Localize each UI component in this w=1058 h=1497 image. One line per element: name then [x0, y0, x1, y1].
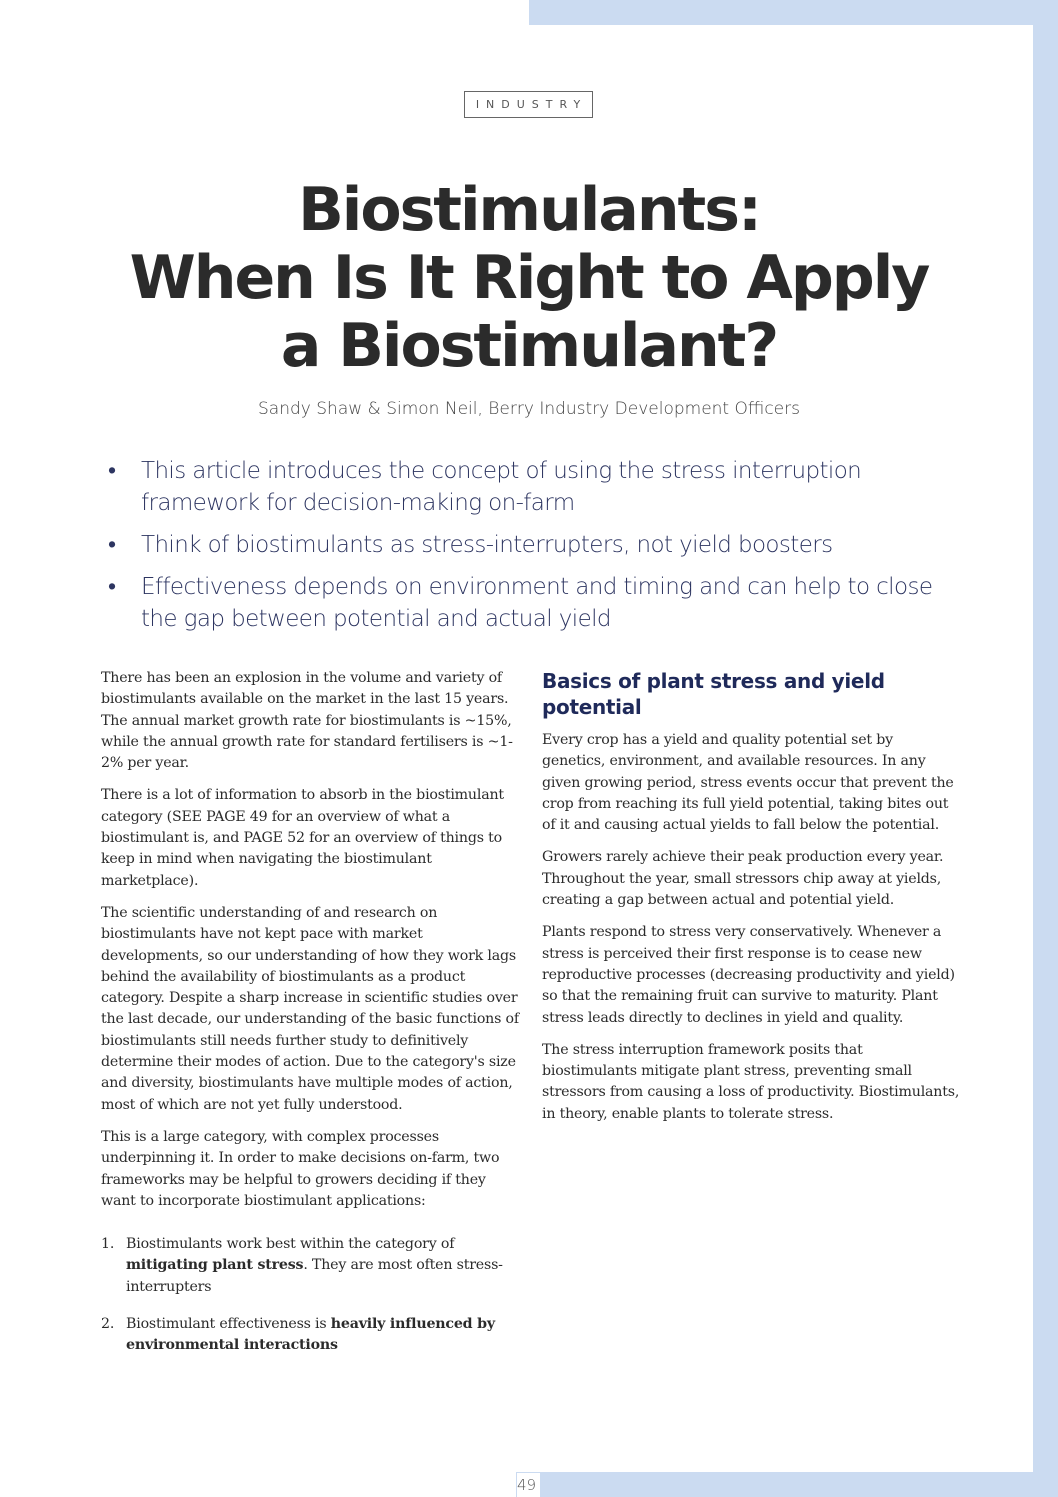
page-number: 49 — [517, 1473, 540, 1497]
section-tag: INDUSTRY — [464, 91, 593, 118]
list-number: 2. — [101, 1316, 115, 1333]
list-text: Biostimulant effectiveness is — [126, 1316, 331, 1333]
left-column — [101, 668, 519, 1373]
title-line: a Biostimulant? — [280, 311, 778, 381]
page-frame-bottom — [516, 1472, 1058, 1497]
paragraph: There has been an explosion in the volume and variety of biostimulants available on the market in the last 15 years. The annual market growth rate for biostimulants is ~15%, while the annual growth rate for standard fertilisers is ~1-2% per year. — [101, 670, 513, 772]
article-title — [100, 176, 958, 380]
paragraph: Every crop has a yield and quality potential set by genetics, environment, and available resources. In any given growing period, stress events occur that prevent the crop from reaching its full yield potential, taking bites out of it and causing actual yields to fall below the potential. — [542, 732, 954, 834]
list-number: 1. — [101, 1236, 115, 1253]
list-text: Biostimulants work best within the category of — [126, 1236, 455, 1253]
title-line: Biostimulants: — [298, 175, 760, 245]
paragraph: Plants respond to stress very conservatively. Whenever a stress is perceived their first response is to cease new reproductive processes (decreasing productivity and yield) so that the remaining fruit can survive to maturity. Plant stress leads directly to declines in yield and quality. — [542, 924, 955, 1026]
list-text: . They are most often stress-interrupters — [126, 1257, 503, 1295]
key-points — [108, 455, 968, 645]
title-line: When Is It Right to Apply — [129, 243, 929, 313]
paragraph: Growers rarely achieve their peak production every year. Throughout the year, small stressors chip away at yields, creating a gap between actual and potential yield. — [542, 849, 944, 909]
paragraph: This is a large category, with complex processes underpinning it. In order to make decisions on-farm, two frameworks may be helpful to growers deciding if they want to incorporate biostimulant applications: — [101, 1128, 500, 1209]
paragraph: The scientific understanding of and research on biostimulants have not kept pace with market developments, so our understanding of how they work lags behind the availability of biostimulants as a product category. Despite a sharp increase in scientific studies over the last decade, our understanding of the basic functions of biostimulants still needs further study to definitively determine their modes of action. Due to the category's size and diversity, biostimulants have multiple modes of action, most of which are not yet fully understood. — [101, 904, 519, 1113]
key-point: • This article introduces the concept of using the stress interruption framework for decision-making on-farm — [108, 455, 968, 519]
key-point: • Effectiveness depends on environment and timing and can help to close the gap between potential and actual yield — [108, 571, 968, 635]
right-column — [542, 668, 960, 1136]
framework-list — [101, 1234, 519, 1356]
list-item — [101, 1314, 519, 1357]
list-bold-text: mitigating plant stress — [126, 1257, 304, 1274]
page-frame-right — [1033, 0, 1058, 1497]
paragraph: The stress interruption framework posits that biostimulants mitigate plant stress, preventing small stressors from causing a loss of productivity. Biostimulants, in theory, enable plants to tolerate stress. — [542, 1041, 960, 1122]
byline: Sandy Shaw & Simon Neil, Berry Industry Development Officers — [258, 399, 800, 419]
list-item — [101, 1234, 519, 1298]
paragraph: There is a lot of information to absorb in the biostimulant category (SEE PAGE 49 for an overview of what a biostimulant is, and PAGE 52 for an overview of things to keep in mind when navigating the biostimulant marketplace). — [101, 787, 504, 889]
list-bold-text: heavily influenced by environmental interactions — [126, 1316, 495, 1354]
page-frame-top — [529, 0, 1058, 25]
key-point: • Think of biostimulants as stress-interrupters, not yield boosters — [108, 529, 968, 561]
section-heading: Basics of plant stress and yield potential — [542, 669, 885, 719]
